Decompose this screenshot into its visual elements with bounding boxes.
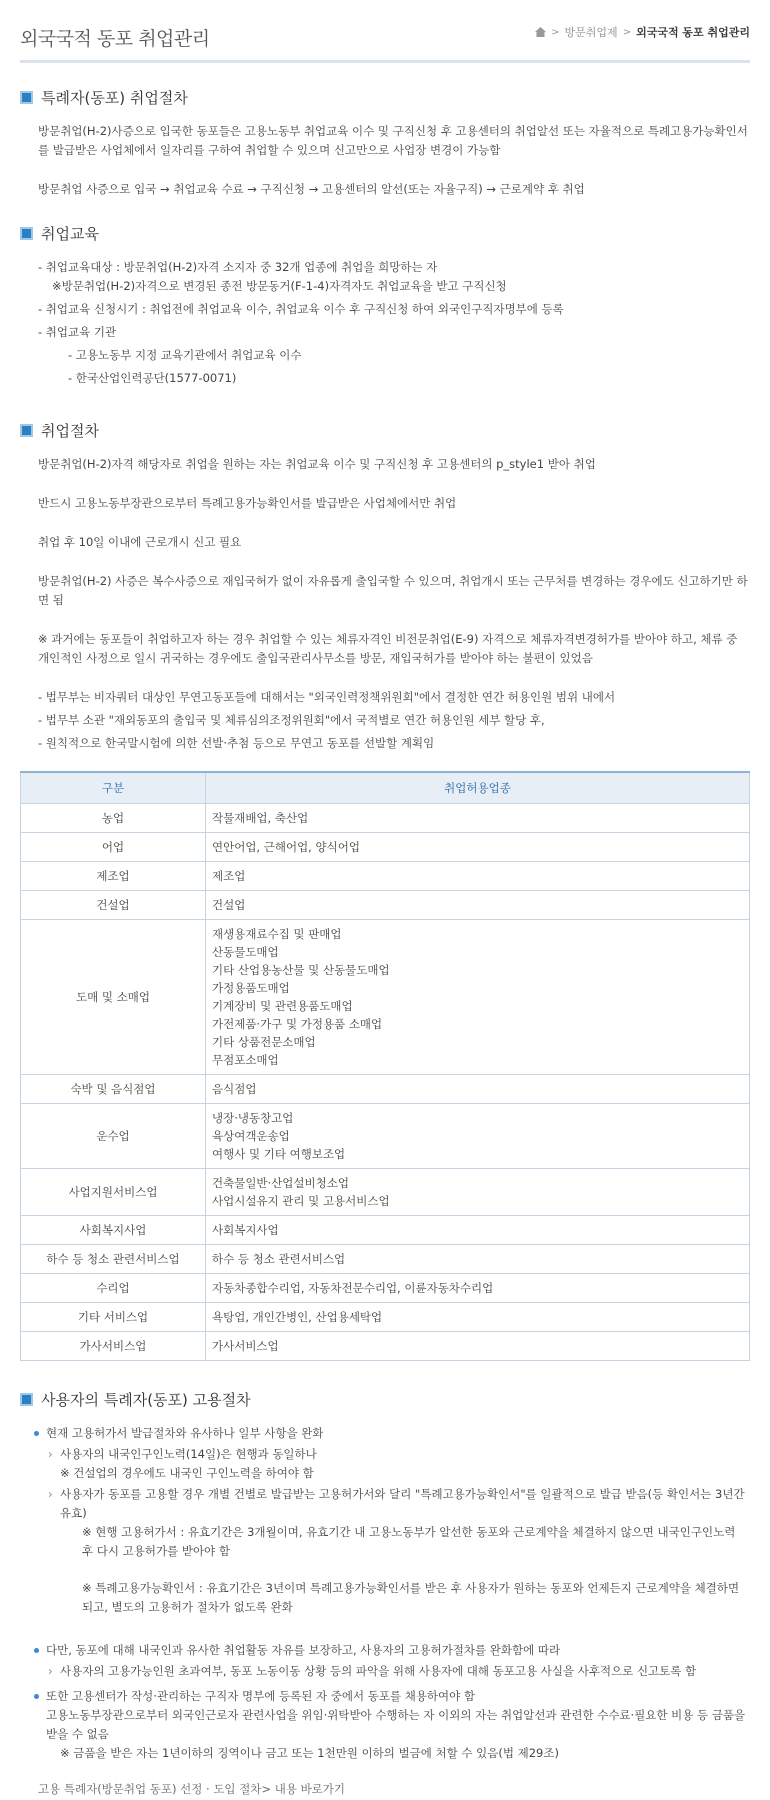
table-row xyxy=(21,1245,750,1274)
table-cell-jobs xyxy=(206,862,750,891)
table-cell-category: 사업지원서비스업 xyxy=(21,1169,206,1216)
list-item: - 법무부 소관 "재외동포의 출입국 및 체류심의조정위원회"에서 국적별로 연간 허용인원 세부 할당 후, xyxy=(38,713,545,727)
table-cell-category: 하수 등 청소 관련서비스업 xyxy=(21,1245,206,1274)
section-title xyxy=(20,420,750,441)
list-item-text: 현재 고용허가서 발급절차와 유사하나 일부 사항을 완화 xyxy=(46,1426,324,1440)
section-title-text: 취업절차 xyxy=(41,422,99,440)
table-cell-jobs xyxy=(206,1104,750,1169)
table-cell-jobs xyxy=(206,1245,750,1274)
job-item: 작물재배업, 축산업 xyxy=(212,811,309,825)
list-subitem: - 고용노동부 지정 교육기관에서 취업교육 이수 xyxy=(68,348,302,362)
table-cell-jobs xyxy=(206,833,750,862)
table-row xyxy=(21,1303,750,1332)
paragraph: ※ 과거에는 동포들이 취업하고자 하는 경우 취업할 수 있는 체류자격인 비전문취업(E-9) 자격으로 체류자격변경허가를 받아야 하고, 체류 중 개인적인 사정으로 일시 귀국하는 경우에도 출입국관리사무소를 방문, 재입국허가를 받아야 하는 불편이 있었음 xyxy=(38,632,738,665)
table-cell-category: 제조업 xyxy=(21,862,206,891)
table-cell-category: 숙박 및 음식점업 xyxy=(21,1075,206,1104)
list-item: - 원칙적으로 한국말시험에 의한 선발·추첨 등으로 무연고 동포를 선발할 계획임 xyxy=(38,736,435,750)
table-cell-category: 사회복지사업 xyxy=(21,1216,206,1245)
paragraph: 방문취업(H-2)사증으로 입국한 동포들은 고용노동부 취업교육 이수 및 구직신청 후 고용센터의 취업알선 또는 자율적으로 특례고용가능확인서를 발급받은 사업체에서 일자리를 구하여 취업할 수 있으며 신고만으로 사업장 변경이 가능함 xyxy=(38,124,748,157)
page-title: 외국국적 동포 취업관리 xyxy=(20,28,210,50)
table-header-row xyxy=(21,772,750,804)
table-cell-category: 수리업 xyxy=(21,1274,206,1303)
table-cell-jobs xyxy=(206,1169,750,1216)
square-bullet-icon xyxy=(20,1393,33,1406)
paragraph: 방문취업(H-2) 사증은 복수사증으로 재입국허가 없이 자유롭게 출입국할 수 있으며, 취업개시 또는 근무처를 변경하는 경우에도 신고하기만 하면 됨 xyxy=(38,574,748,607)
list-note: ※ 특례고용가능확인서 : 유효기간은 3년이며 특례고용가능확인서를 받은 후 사용자가 원하는 동포와 언제든지 근로계약을 체결하면 되고, 별도의 고용허가 절차가 없도록 완화 xyxy=(82,1581,740,1614)
job-item: 건축물일반·산업설비청소업 xyxy=(212,1176,349,1190)
section-title xyxy=(20,87,750,108)
section-procedure xyxy=(20,87,750,199)
list-note: ※ 현행 고용허가서 : 유효기간은 3개월이며, 유효기간 내 고용노동부가 알선한 동포와 근로계약을 체결하지 않으면 내국인구인노력 후 다시 고용허가를 받아야 함 xyxy=(82,1525,736,1558)
table-row xyxy=(21,1104,750,1169)
chevron-right-icon: > xyxy=(622,26,632,38)
section-title xyxy=(20,223,750,244)
section-employer-procedure xyxy=(20,1389,750,1797)
table-cell-jobs xyxy=(206,1332,750,1361)
job-item: 사업시설유지 관리 및 고용서비스업 xyxy=(212,1194,390,1208)
job-item: 욕탕업, 개인간병인, 산업용세탁업 xyxy=(212,1310,383,1324)
square-bullet-icon xyxy=(20,91,33,104)
home-icon[interactable] xyxy=(535,27,546,37)
table-cell-jobs xyxy=(206,1216,750,1245)
table-row xyxy=(21,1169,750,1216)
section-title-text: 특례자(동포) 취업절차 xyxy=(41,89,188,107)
list-item xyxy=(34,1687,750,1763)
job-item: 가사서비스업 xyxy=(212,1339,279,1353)
paragraph: 취업 후 10일 이내에 근로개시 신고 필요 xyxy=(38,535,242,549)
table-row xyxy=(21,804,750,833)
table-cell-jobs xyxy=(206,891,750,920)
list-subitem: - 한국산업인력공단(1577-0071) xyxy=(68,371,237,385)
job-item: 육상여객운송업 xyxy=(212,1129,290,1143)
table-cell-category: 가사서비스업 xyxy=(21,1332,206,1361)
list-item-text: 또한 고용센터가 작성·관리하는 구직자 명부에 등록된 자 중에서 동포를 채용하여야 함 xyxy=(46,1689,476,1703)
table-row xyxy=(21,1332,750,1361)
table-cell-category: 운수업 xyxy=(21,1104,206,1169)
policy-list xyxy=(38,688,750,753)
table-body xyxy=(21,804,750,1361)
table-row xyxy=(21,891,750,920)
table-cell-jobs xyxy=(206,1274,750,1303)
list-item xyxy=(38,323,750,388)
list-item: - 법무부는 비자쿼터 대상인 무연고동포들에 대해서는 "외국인력정책위원회"에서 결정한 연간 허용인원 범위 내에서 xyxy=(38,690,616,704)
page-header xyxy=(20,0,750,63)
job-item: 가정용품도매업 xyxy=(212,981,290,995)
job-item: 기타 상품전문소매업 xyxy=(212,1035,316,1049)
list-item-note: ※방문취업(H-2)자격으로 변경된 종전 방문동거(F-1-4)자격자도 취업교육을 받고 구직신청 xyxy=(52,279,507,293)
table-cell-jobs xyxy=(206,1075,750,1104)
paragraph: 방문취업 사증으로 입국 → 취업교육 수료 → 구직신청 → 고용센터의 알선(또는 자율구직) → 근로계약 후 취업 xyxy=(38,182,585,196)
job-item: 재생용재료수집 및 판매업 xyxy=(212,927,342,941)
table-header: 취업허용업종 xyxy=(206,772,750,804)
table-cell-jobs xyxy=(206,804,750,833)
job-item: 기타 산업용농산물 및 산동물도매업 xyxy=(212,963,390,977)
square-bullet-icon xyxy=(20,424,33,437)
job-item: 제조업 xyxy=(212,869,246,883)
list-item xyxy=(34,1641,750,1681)
job-item: 기계장비 및 관련용품도매업 xyxy=(212,999,353,1013)
employer-list xyxy=(34,1424,750,1763)
table-row xyxy=(21,1274,750,1303)
table-cell-category: 어업 xyxy=(21,833,206,862)
breadcrumb xyxy=(535,24,750,40)
list-note: ※ 건설업의 경우에도 내국인 구인노력을 하여야 함 xyxy=(60,1466,314,1480)
list-item-text: - 취업교육 기관 xyxy=(38,325,117,339)
breadcrumb-current: 외국국적 동포 취업관리 xyxy=(636,26,750,39)
job-item: 여행사 및 기타 여행보조업 xyxy=(212,1147,346,1161)
list-item-text: 고용노동부장관으로부터 외국인근로자 관련사업을 위임·위탁받아 수행하는 자 이외의 자는 취업알선과 관련한 수수료·필요한 비용 등 금품을 받을 수 없음 xyxy=(46,1708,746,1741)
table-cell-jobs xyxy=(206,1303,750,1332)
job-item: 연안어업, 근해어업, 양식어업 xyxy=(212,840,360,854)
table-row xyxy=(21,862,750,891)
job-item: 가전제품·가구 및 가정용품 소매업 xyxy=(212,1017,383,1031)
table-row xyxy=(21,833,750,862)
list-item xyxy=(34,1424,750,1635)
table-row xyxy=(21,920,750,1075)
paragraph: 반드시 고용노동부장관으로부터 특례고용가능확인서를 발급받은 사업체에서만 취업 xyxy=(38,496,457,510)
list-subitem: › 사용자의 고용가능인원 초과여부, 동포 노동이동 상황 등의 파악을 위해 사용자에 대해 동포고용 사실을 사후적으로 신고토록 함 xyxy=(46,1662,750,1681)
list-item-text: 다만, 동포에 대해 내국인과 유사한 취업활동 자유를 보장하고, 사용자의 고용허가절차를 완화함에 따라 xyxy=(46,1643,561,1657)
table-cell-jobs xyxy=(206,920,750,1075)
table-row xyxy=(21,1216,750,1245)
paragraph: 방문취업(H-2)자격 해당자로 취업을 원하는 자는 취업교육 이수 및 구직신청 후 고용센터의 p_style1 받아 취업 xyxy=(38,457,596,471)
list-item: - 취업교육 신청시기 : 취업전에 취업교육 이수, 취업교육 이수 후 구직신청 하여 외국인구직자명부에 등록 xyxy=(38,302,564,316)
list-subitem: › 사용자가 동포를 고용할 경우 개별 건별로 발급받는 고용허가서와 달리 "특례고용가능확인서"를 일괄적으로 발급 받음(등 확인서는 3년간 유효) xyxy=(46,1485,750,1523)
job-item: 자동차종합수리업, 자동차전문수리업, 이륜자동차수리업 xyxy=(212,1281,494,1295)
list-note: ※ 금품을 받은 자는 1년이하의 징역이나 금고 또는 1천만원 이하의 벌금에 처할 수 있음(법 제29조) xyxy=(60,1746,559,1760)
section-title-text: 사용자의 특례자(동포) 고용절차 xyxy=(41,1391,251,1409)
job-item: 음식점업 xyxy=(212,1082,257,1096)
list-subitem: › 사용자의 내국인구인노력(14일)은 현행과 동일하나 xyxy=(46,1445,750,1464)
job-item: 사회복지사업 xyxy=(212,1223,279,1237)
table-cell-category: 도매 및 소매업 xyxy=(21,920,206,1075)
list-item-text: - 취업교육대상 : 방문취업(H-2)자격 소지자 중 32개 업종에 취업을 희망하는 자 xyxy=(38,260,438,274)
section-title xyxy=(20,1389,750,1410)
job-item: 냉장·냉동창고업 xyxy=(212,1111,294,1125)
table-cell-category: 건설업 xyxy=(21,891,206,920)
square-bullet-icon xyxy=(20,227,33,240)
job-item: 하수 등 청소 관련서비스업 xyxy=(212,1252,346,1266)
job-item: 무점포소매업 xyxy=(212,1053,279,1067)
allowed-jobs-table xyxy=(20,771,750,1361)
table-row xyxy=(21,1075,750,1104)
job-item: 건설업 xyxy=(212,898,246,912)
section-employment xyxy=(20,420,750,1361)
table-cell-category: 농업 xyxy=(21,804,206,833)
section-education xyxy=(20,223,750,388)
list-item xyxy=(38,258,750,296)
job-item: 산동물도매업 xyxy=(212,945,279,959)
table-header: 구분 xyxy=(21,772,206,804)
shortcut-link[interactable]: 고용 특례자(방문취업 동포) 선정 · 도입 절차> 내용 바로가기 xyxy=(38,1782,346,1796)
section-title-text: 취업교육 xyxy=(41,225,99,243)
breadcrumb-parent[interactable]: 방문취업제 xyxy=(564,26,618,39)
chevron-right-icon: > xyxy=(551,26,560,38)
education-list xyxy=(38,258,750,388)
table-cell-category: 기타 서비스업 xyxy=(21,1303,206,1332)
